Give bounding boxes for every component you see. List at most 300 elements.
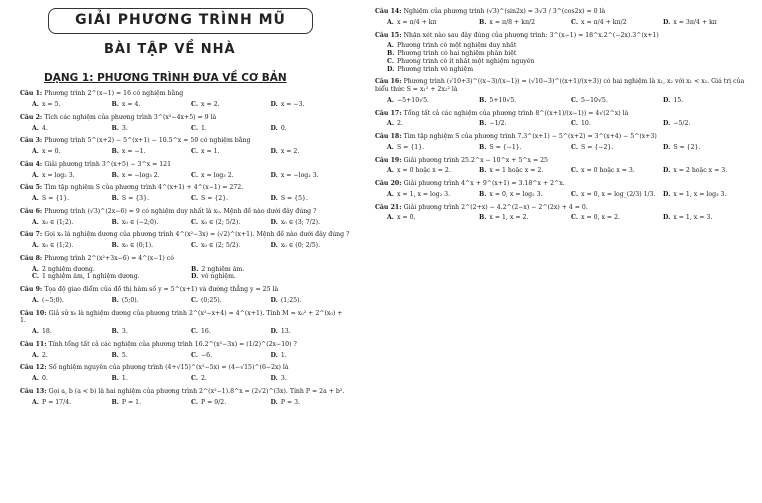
option-text: 5+10√5. [489,96,517,104]
question-stem [20,341,350,349]
answer-option [271,242,351,250]
option-text: 2 nghiệm âm. [201,265,245,273]
option-letter: D. [191,273,199,281]
option-text: 2. [200,375,207,383]
option-text: 1. [200,124,207,132]
answer-options [20,375,350,383]
option-letter: C. [571,214,578,222]
left-column [20,8,350,406]
option-text: S = {1}. [396,143,425,151]
option-text: x₀ ∈ (1;2). [41,242,74,250]
question-number: Câu 5: [20,184,45,192]
question-item [20,388,350,407]
question-number: Câu 4: [20,160,45,168]
answer-option [32,266,191,274]
answer-option [663,97,755,105]
answer-option [112,297,192,305]
question-item [20,286,350,305]
option-letter: C. [191,328,198,336]
answer-options [20,352,350,360]
option-text: 3. [121,328,128,336]
option-text: x = 0 hoặc x = 2. [396,167,451,175]
option-letter: D. [270,195,278,203]
right-question-list [375,8,755,222]
question-stem [20,90,350,98]
option-text: x = 2. [200,101,220,109]
answer-option [387,144,479,152]
question-text: Giải phương trình 25.2^x − 10^x + 5^x = 25 [403,156,548,164]
option-letter: B. [479,214,487,222]
question-number: Câu 16: [375,78,404,86]
option-text: x = 4. [121,101,141,109]
option-letter: D. [663,167,671,175]
option-text: x = 2 hoặc x = 3. [673,167,728,175]
option-text: x = 5. [41,101,61,109]
answer-option [112,375,192,383]
option-text: Phương trình có ít nhất một nghiệm nguyên [396,57,535,65]
question-item [20,90,350,109]
question-text: Tổng tất cả các nghiệm của phương trình 8^((x+1)/(x−1)) = 4√(2^x) là [403,109,629,117]
answer-option [191,148,271,156]
answer-option [271,328,351,336]
question-stem [20,231,350,239]
question-text: Nhận xét nào sau đây đúng của phương trình: 3^(x−1) = 18^x.2^(−2x).3^(x+1) [403,31,659,39]
option-letter: C. [191,375,198,383]
question-item [20,114,350,133]
answer-option [191,399,271,407]
answer-option [112,101,192,109]
option-text: x = 2. [280,148,300,156]
answer-option [479,167,571,175]
answer-option [32,219,112,227]
option-letter: C. [571,190,578,198]
option-text: (−5;0). [41,296,64,304]
option-letter: A. [32,265,39,273]
option-text: S = {3}. [121,195,150,203]
question-number: Câu 6: [20,207,45,215]
question-stem [375,157,755,165]
answer-options [375,120,755,128]
answer-option [271,148,351,156]
answer-option [663,191,755,199]
answer-option [387,66,755,74]
option-letter: C. [191,101,198,109]
option-letter: B. [111,328,119,336]
answer-options [375,144,755,152]
option-letter: B. [479,18,487,26]
option-text: P = 1. [121,398,142,406]
option-letter: B. [111,375,119,383]
question-item [375,78,755,104]
question-text: Phương trình (√10+3)^((x−3)/(x−1)) = (√10−3)^((x+1)/(x+3)) có hai nghiệm là x₁, x₂ với x₁ < x₂. Giá trị của biểu thức S = x₁² + 2x₂² là [375,78,745,93]
answer-option [663,144,755,152]
option-letter: A. [32,124,39,132]
option-letter: A. [32,148,39,156]
option-letter: B. [111,296,119,304]
answer-option [479,144,571,152]
option-text: 3. [280,375,287,383]
question-text: Tích các nghiệm của phương trình 3^(x²−4x+5) = 9 là [44,113,217,121]
option-letter: D. [270,351,278,359]
option-text: 1. [280,351,287,359]
question-item [20,341,350,360]
answer-options [20,399,350,407]
answer-option [191,195,271,203]
answer-option [571,19,663,27]
answer-options [20,266,350,282]
answer-option [479,191,571,199]
question-number: Câu 17: [375,109,404,117]
answer-option [663,167,755,175]
answer-option [112,352,192,360]
answer-option [663,214,755,222]
option-letter: C. [191,148,198,156]
answer-option [479,214,571,222]
question-stem [20,137,350,145]
question-stem [375,32,755,40]
option-letter: B. [111,218,119,226]
option-text: 1 nghiệm âm, 1 nghiệm dương. [41,273,140,281]
option-letter: A. [387,190,394,198]
answer-option [112,219,192,227]
option-text: S = {2}. [673,143,701,151]
option-text: S = {−2}. [580,143,614,151]
question-item [20,184,350,203]
question-text: Tọa độ giao điểm của đồ thị hàm số y = 5^(x+1) và đường thẳng y = 25 là [44,286,279,294]
question-text: Số nghiệm nguyên của phương trình (4+√15)^(x²−5x) = (4−√15)^(6−2x) là [48,364,289,372]
answer-option [191,375,271,383]
option-letter: B. [111,101,119,109]
option-letter: D. [663,143,671,151]
answer-option [191,352,271,360]
question-number: Câu 2: [20,113,45,121]
option-letter: D. [663,214,671,222]
option-letter: A. [32,218,39,226]
answer-option [271,375,351,383]
answer-option [32,297,112,305]
answer-option [112,125,192,133]
answer-option [571,167,663,175]
answer-options [20,125,350,133]
answer-option [191,266,350,274]
option-letter: B. [479,167,487,175]
answer-option [387,120,479,128]
option-letter: A. [387,18,394,26]
answer-option [191,273,350,281]
answer-option [663,120,755,128]
option-text: x₀ ∈ (2; 5/2). [200,242,241,250]
question-stem [375,78,755,94]
answer-option [571,191,663,199]
answer-option [112,172,192,180]
option-text: x = log₃ 2. [200,171,234,179]
question-text: Tính tổng tất cả các nghiệm của phương trình 16.2^(x²−3x) = (1/2)^(2x−10) ? [48,340,297,348]
option-letter: A. [32,328,39,336]
question-number: Câu 12: [20,364,49,372]
option-text: 18. [41,328,52,336]
question-item [20,208,350,227]
question-stem [20,208,350,216]
option-text: S = {5}. [280,195,308,203]
answer-option [191,219,271,227]
answer-options [375,42,755,73]
answer-options [375,19,755,27]
answer-option [571,144,663,152]
question-item [20,137,350,156]
answer-options [375,97,755,105]
question-text: Phương trình (√3)^(2x−6) = 9 có nghiệm duy nhất là x₀. Mệnh đề nào dưới đây đúng ? [44,207,317,215]
option-letter: A. [32,296,39,304]
question-number: Câu 1: [20,90,45,98]
option-text: x₀ ∈ (2; 5/2). [200,218,241,226]
option-text: x₀ ∈ (3; 7/2). [280,218,321,226]
answer-options [20,195,350,203]
answer-option [191,125,271,133]
option-text: 13. [280,328,291,336]
option-letter: D. [663,18,671,26]
option-letter: B. [111,124,119,132]
option-letter: B. [111,398,119,406]
option-text: x = 0, x = 2. [580,214,620,222]
option-letter: D. [270,242,278,250]
question-text: Phương trình 2^(x−1) = 16 có nghiệm bằng [44,90,184,98]
option-letter: A. [32,351,39,359]
answer-option [112,195,192,203]
option-text: x₀ ∈ (0; 2/5). [280,242,321,250]
answer-option [271,352,351,360]
answer-option [112,399,192,407]
option-letter: D. [270,148,278,156]
option-text: P = 3. [280,398,300,406]
option-letter: A. [387,42,394,50]
option-text: x = −1. [121,148,146,156]
option-letter: C. [191,195,198,203]
option-letter: B. [387,50,395,57]
question-item [375,133,755,152]
option-text: 4. [41,124,48,132]
answer-option [271,125,351,133]
answer-option [191,328,271,336]
answer-option [32,125,112,133]
answer-option [112,148,192,156]
option-letter: A. [32,242,39,250]
option-text: x = 1, x = log₃ 3. [673,190,727,198]
answer-option [387,97,479,105]
answer-option [271,399,351,407]
question-stem [20,388,350,396]
option-letter: C. [191,124,198,132]
answer-option [479,19,571,27]
answer-options [20,172,350,180]
option-text: Phương trình có hai nghiệm phân biệt [397,50,517,57]
option-text: (0;25). [200,296,222,304]
option-text: (1;25). [280,296,302,304]
option-letter: D. [270,398,278,406]
answer-options [20,101,350,109]
option-text: 0. [280,124,287,132]
option-letter: A. [387,214,394,222]
option-text: x = π/4 + kπ/2 [580,18,627,26]
question-item [20,310,350,336]
answer-option [387,167,479,175]
option-text: x = −log₂ 3. [280,171,319,179]
left-question-list [20,90,350,406]
option-text: Phương trình có một nghiệm duy nhất [396,42,517,50]
answer-option [32,242,112,250]
answer-option [191,297,271,305]
option-letter: D. [270,124,278,132]
option-letter: B. [111,171,119,179]
question-number: Câu 20: [375,180,404,187]
question-item [375,180,755,199]
question-text: Tìm tập nghiệm S của phương trình 7.3^(x+1) − 5^(x+2) = 3^(x+4) − 5^(x+3) [403,133,657,140]
question-stem [20,310,350,326]
answer-options [375,167,755,175]
answer-options [20,148,350,156]
question-item [20,161,350,180]
question-number: Câu 9: [20,286,45,294]
option-text: 2. [41,351,48,359]
option-letter: B. [479,120,487,128]
answer-option [32,352,112,360]
option-letter: C. [571,96,578,104]
option-letter: C. [191,398,198,406]
option-text: vô nghiệm. [201,273,236,281]
answer-option [32,195,112,203]
option-letter: A. [387,120,394,128]
answer-option [191,242,271,250]
option-text: x = 0, x = log₂ 3. [489,190,543,198]
option-letter: D. [270,171,278,179]
answer-options [20,328,350,336]
option-letter: D. [270,328,278,336]
option-text: 16. [200,328,211,336]
option-letter: D. [270,296,278,304]
question-text: Giải phương trình 3^(x+5) − 3^x = 121 [44,160,172,168]
option-text: x = 0. [396,214,416,222]
question-number: Câu 14: [375,8,404,15]
answer-options [20,297,350,305]
answer-option [32,328,112,336]
option-text: x = 1, x = 2. [489,214,529,222]
answer-option [191,101,271,109]
option-text: x₀ ∈ (−2;0). [121,218,159,226]
answer-option [271,297,351,305]
option-letter: C. [571,120,578,128]
answer-option [271,195,351,203]
option-letter: A. [32,195,39,203]
answer-option [387,42,755,50]
answer-option [271,101,351,109]
option-letter: B. [111,242,119,250]
section-heading: DẠNG 1: PHƯƠNG TRÌNH ĐƯA VỀ CƠ BẢN [44,72,287,85]
option-text: 5−10√5. [580,96,608,104]
answer-option [112,242,192,250]
answer-option [32,399,112,407]
option-letter: B. [479,143,487,151]
option-text: S = {−1}. [489,143,522,151]
option-letter: A. [387,96,394,104]
option-letter: D. [663,190,671,198]
question-item [20,255,350,281]
option-letter: B. [111,148,119,156]
option-letter: B. [479,96,487,104]
answer-option [479,120,571,128]
option-text: x = π/4 + kπ [396,18,437,26]
worksheet-title: GIẢI PHƯƠNG TRÌNH MŨ [48,8,313,34]
option-letter: C. [387,57,394,65]
option-letter: A. [387,143,394,151]
option-letter: C. [191,218,198,226]
option-letter: B. [111,351,119,359]
answer-options [375,214,755,222]
option-text: x = 3π/4 + kπ [673,18,717,26]
question-stem [20,255,350,263]
answer-options [20,242,350,250]
answer-options [20,219,350,227]
option-text: x = π/8 + kπ/2 [489,18,536,26]
answer-option [387,19,479,27]
option-letter: A. [32,101,39,109]
option-text: x = 1, x = 3. [673,214,713,222]
answer-option [271,219,351,227]
option-letter: A. [387,167,394,175]
right-column [375,8,755,222]
option-text: x = 0. [41,148,61,156]
question-text: Giải phương trình 4^x + 9^(x+1) = 3.18^x + 2^x. [403,180,565,187]
option-text: 1. [121,375,128,383]
question-text: Gọi x₀ là nghiệm dương của phương trình 4^(x²−3x) = (√2)^(x+1). Mệnh đề nào dưới đây đúng ? [44,231,350,239]
answer-option [663,19,755,27]
question-number: Câu 3: [20,137,45,145]
question-text: Nghiệm của phương trình (√3)^(sin2x) = 3√3 / 3^(cos2x) = 0 là [403,8,606,15]
question-number: Câu 21: [375,203,404,211]
option-text: S = {1}. [41,195,70,203]
answer-option [32,148,112,156]
option-letter: A. [32,375,39,383]
question-stem [20,114,350,122]
option-text: x₀ ∈ (0;1). [121,242,154,250]
question-item [375,110,755,129]
question-number: Câu 8: [20,254,45,262]
question-stem [375,133,755,141]
option-text: x = 0 hoặc x = 3. [580,167,635,175]
answer-option [32,101,112,109]
option-text: x = 1. [200,148,220,156]
answer-option [479,97,571,105]
question-number: Câu 7: [20,231,45,239]
question-item [20,231,350,250]
option-letter: C. [571,143,578,151]
question-number: Câu 13: [20,387,49,395]
question-stem [20,184,350,192]
question-stem [375,110,755,118]
option-text: 5. [121,351,128,359]
option-letter: C. [32,273,39,281]
question-item [375,32,755,74]
question-number: Câu 11: [20,340,49,348]
option-text: 3. [121,124,128,132]
option-letter: D. [387,65,395,73]
option-text: −6. [200,351,213,359]
option-text: P = 9/2. [200,398,227,406]
question-number: Câu 10: [20,309,49,317]
option-letter: D. [270,101,278,109]
option-letter: A. [32,171,39,179]
option-text: (5;0). [121,296,139,304]
question-stem [20,364,350,372]
option-text: x = 1, x = log₂ 3. [396,190,451,198]
